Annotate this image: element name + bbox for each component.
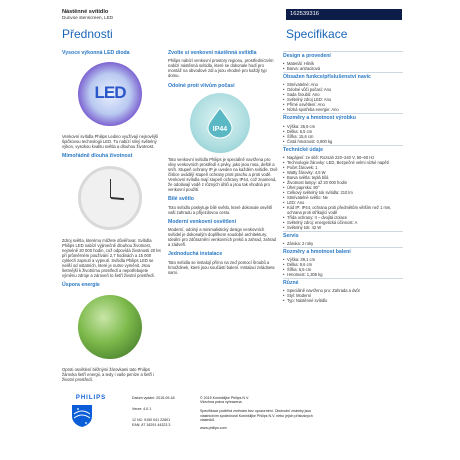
rights: Všechna práva vyhrazena. [200,400,243,405]
spec-item: • Světelný zdroj LED: Ano [283,97,403,102]
middle-text: Moderní, odolný a minimalistický design venkovních svítidel je dokonalým doplňkem soudobé architektury. Ideální pro zdůraznění venkovních prvků a zahrad, zahrad a zádveří. [168,227,277,248]
footer-meta [132,396,192,427]
highlights-title: Přednosti [62,27,113,41]
philips-logo [71,395,111,433]
product-name: Nástěnné svítidlo [62,9,109,15]
middle-text: Toto svítidlo poskytuje bílé světlo, které dokonale osvětlí vaši zahradu a příjezdovou cestu. [168,204,273,215]
feature-text: Venkovní svítidla Philips Ledino využívají nejnovější špičkovou technologii LED. Tu nabízí silný světelný výkon, vysokou kvalitu světla a dlouhou životnost. [62,134,159,150]
spec-item: • Výška: 39,1 cm [283,257,403,262]
spec-title: Obsažen funkce/příslušenství navíc [283,72,403,80]
spec-item: • Typ: Nástěnné svítidlo [283,298,403,303]
spec-item: • Sada šroubů: Ano [283,92,403,97]
spec-item: • Výška: 35,9 cm [283,124,403,129]
led-logo: LED [94,83,126,103]
spec-item: • Barva: antracitová [283,66,403,71]
spec-item: • Přímé osvětlení: Ano [283,102,403,107]
feature-title: Mimořádně dlouhá životnost [62,153,133,160]
spec-list [283,155,403,230]
spec-item: • Technologie žárovky: LED, Bezpečné velmi nízké napětí [283,160,403,165]
feature-text: Oproti osvětlení běžnými žárovkami tato Philips žárovka šetří energii, a tedy i vaše peníze a šetří i životní prostředí. [62,366,155,382]
middle-title: Odolné proti vlivům počasí [168,82,235,89]
ip44-image [190,93,250,153]
website-url: www.philips.com [200,426,227,431]
spec-title: Rozměry a hmotnost balení [283,247,403,255]
spec-title: Design a provedení [283,51,403,59]
features-column [62,50,162,382]
specification-title: Specifikace [286,27,348,41]
spec-item: • Nízká spotřeba energie: Ano [283,107,403,112]
spec-item: • Délka: 9,6 cm [283,262,403,267]
middle-text: Tato venkovní svítidla Philips je speciálně navržena pro vlivy venkovních prostředí s prvky, jako jsou rosa, deště a sníh. Stupeň ochrany IP je uveden na každém svítidle. Dvě číslice uvádějí stupeň ochrany proti prachu a proti vodě. Venkovní svítidla mají stupeň ochrany IP44, což znamená, že odolávají vodě z různých úhlů a jsou tak vhodná pro venkovní použití. [168,156,278,193]
spec-list [283,82,403,112]
spec-item: • Watty žárovky: 4,5 W [283,170,403,175]
version: Verze: 4.0.1 [132,407,152,412]
product-subtitle: Dunvoe stenscreen, LED [62,15,114,20]
spec-item: • Barva světla: teplá bílá [283,175,403,180]
spec-item: • Počet žárovek: 1 [283,165,403,170]
spec-title: Technické údaje [283,145,403,153]
spec-list [283,61,403,71]
spec-item: • Odolné vůči počasí: Ano [283,87,403,92]
spec-item: • Materiál: Hliník [283,61,403,66]
document-header [62,9,402,47]
middle-title: Zvolte si venkovní nástěnná svítidla [168,50,257,56]
legal-text: Specifikace podléhá změnám bez upozornění. Obchodní známky jsou vlastnictvím společnosti Koninklijke Philips N.V. nebo jejích příslušných vlastníků. [200,409,313,422]
spec-item: • Stmívatelné: Ano [283,82,403,87]
product-code-box: 162539316 [286,9,402,20]
spec-item: • Hmotnost: 1,305 kg [283,272,403,277]
spec-item: • Záruka: 2 roky [283,241,403,246]
spec-title: Různé [283,278,403,286]
spec-list [283,124,403,144]
middle-text: Tato svítidla se instalují přímo na zeď pomocí šroubů a hmoždinek, které jsou součástí balení. Instalaci zvládnete sami. [168,259,275,275]
clock-minute-hand [110,179,112,198]
spec-item: • Styl: Moderní [283,293,403,298]
spec-item: • Čistá hmotnost: 0,900 kg [283,139,403,144]
middle-text: Philips nabízí venkovní prostory regionu, prostředníctvím nabízí nástěnná svítidla, které se dokonale hodí pro montáž na obvodové zdi a jsou vhodné pro každý typ domu. [168,58,274,79]
spec-item: • Třída ochrany: II – dvojitá izolace [283,215,403,220]
middle-title: Bílé světlo [168,196,194,203]
feature-text: Zdroj světla, kterému můžete důvěřovat. Svítidla Philips LED nabízí výjimečně dlouhou životnost, nejméně 20 000 hodin, což odpovídá životnosti 20 let při průměrném používání 2,7 hodinách a 15 000 cyklech zapnutí a vypnutí. Svítidla Philips LED se neliší od ostatních, které je nutno vyměnit. Jsou šetrnější k životnímu prostředí a nepotřebujete výměnu zdroje a zároveň to šetří životní prostředí. [62,237,161,279]
energy-image [78,295,142,359]
spec-item: • Šířka: 15,6 cm [283,134,403,139]
spec-item: • Délka: 6,5 cm [283,129,403,134]
spec-list [283,241,403,246]
middle-title: Jednoduchá instalace [168,251,223,258]
feature-title: Vysoce výkonná LED dioda [62,50,130,56]
clock-image [78,166,142,230]
spec-item: • Životnost lampy: až 20 000 hodin [283,180,403,185]
philips-shield-icon [71,404,93,428]
clock-hour-hand [110,197,123,200]
issue-date: Datum vydání: 2015-09-18 [132,396,175,400]
water-drop-icon [205,107,235,139]
brand-wordmark: PHILIPS [75,395,107,401]
feature-title: Úspora energie [62,282,100,289]
spec-item: • Kód IP: IP44, ochrana proti předmětům větším než 1 mm, ochrana proti stříkající vodě [283,205,403,215]
nc-number: 12 NC: 9150 041 22801 [132,418,171,423]
spec-item: • Světelný tok: 42 W [283,225,403,230]
spec-item: • Úhel paprsku: 80° [283,185,403,190]
spec-item: • Celkový světelný tok svítidla: 210 lm [283,190,403,195]
spec-item: • Šířka: 6,5 cm [283,267,403,272]
spec-item: • Světelný zdroj: energetická účinnost: A [283,220,403,225]
copyright: © 2015 Koninklijke Philips N.V. [200,396,250,400]
spec-item: • LED: Ano [283,200,403,205]
spec-column [283,50,403,303]
ean-number: EAN: 87 18291 44323 3 [132,422,171,427]
middle-title: Moderní venkovní osvětlení [168,218,237,225]
middle-column [168,50,278,275]
spec-item: • Stmívatelné světlo: Ne [283,195,403,200]
spec-item: • Speciálně navrženo pro: Zahrada a dvůr [283,288,403,293]
ip44-label: IP44 [212,125,228,133]
spec-list [283,288,403,303]
spec-title: Servis [283,231,403,239]
spec-list [283,257,403,277]
led-image [78,62,142,126]
spec-item: • Napájení: ze sítě: Rozsah 220–240 V, 50–60 Hz [283,155,403,160]
footer-legal [200,396,320,430]
spec-title: Rozměry a hmotnost výrobku [283,113,403,121]
